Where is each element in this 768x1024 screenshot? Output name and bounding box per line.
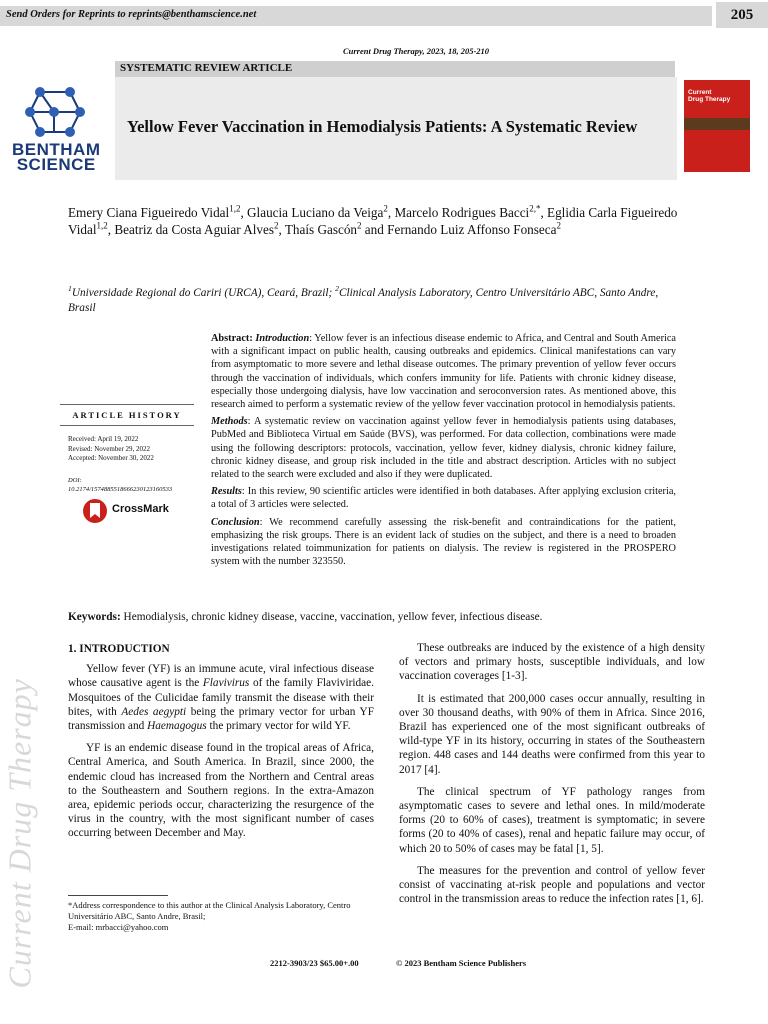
page-number: 205 [716,2,768,28]
publisher-logo-text: BENTHAM SCIENCE [12,140,101,174]
footnote: *Address correspondence to this author at the Clinical Analysis Laboratory, Centro Universitário ABC, Santo Andre, Brasil; E-mail: mrbacci@yahoo.com [68,900,351,932]
footnote-rule [68,895,168,896]
article-type-bar [115,61,675,77]
paragraph: YF is an endemic disease found in the tropical areas of Africa, Central America, and South America. In Brazil, since 2000, the endemic cloud has increased from the Northern and Central areas to the Southeastern and Southern regions. In the extra-Amazon area, epidemic periods occur, characterizing the resurgence of the virus in the country, with the most significant number of cases occurring between December and May. [68,742,374,840]
reprint-notice: Send Orders for Reprints to reprints@benthamscience.net [6,9,257,20]
body-column-left [68,642,374,849]
crossmark-icon [82,496,108,526]
doi[interactable]: DOI: 10.2174/1574885518666230123160533 [68,477,173,493]
paragraph: It is estimated that 200,000 cases occur annually, resulting in over 30 thousand deaths, with 90% of them in Africa. Since 2016, Brazil has experienced one of the most significant outbreaks of wild-type YF in its history, occurring in states of the Southeastern region. 448 cases and 144 deaths were confirmed from this year to 2017 [4]. [399,692,705,776]
cover-image [684,118,750,130]
journal-cover [684,80,750,172]
article-dates: Received: April 19, 2022 Revised: November 29, 2022 Accepted: November 30, 2022 [68,435,154,462]
section-heading: 1. INTRODUCTION [68,643,170,655]
paragraph: The clinical spectrum of YF pathology ranges from asymptomatic cases to severe and lethal ones. In mild/moderate forms (20 to 60% of cases), treatment is symptomatic; in severe forms (20 to 40% of cases), renal and hepatic failure may occur, of which 20 to 50% of cases may be fatal [1, 5]. [399,785,705,855]
issn: 2212-3903/23 $65.00+.00 [270,958,359,968]
article-title: Yellow Fever Vaccination in Hemodialysis Patients: A Systematic Review [127,117,638,136]
cover-title: Current Drug Therapy [688,89,731,103]
paragraph: Yellow fever (YF) is an immune acute, viral infectious disease whose causative agent is the Flavivirus of the family Flaviviridae. Mosquitoes of the Culicidae family transmit the disease with their bites, with Aedes aegypti being the primary vector for urban YF transmission and Haemagogus the primary vector for wild YF. [68,663,374,733]
paragraph: These outbreaks are induced by the existence of a high density of vectors and primary hosts, susceptible individuals, and low vaccination coverages [1-3]. [399,642,705,683]
crossmark-badge[interactable] [82,496,192,526]
article-type: SYSTEMATIC REVIEW ARTICLE [120,62,293,74]
copyright: © 2023 Bentham Science Publishers [396,958,527,968]
side-journal-watermark: Current Drug Therapy [1,678,38,989]
article-history-heading: ARTICLE HISTORY [60,404,194,426]
journal-citation: Current Drug Therapy, 2023, 18, 205-210 [342,46,490,56]
abstract: Abstract: Introduction: Yellow fever is an infectious disease endemic to Africa, and Central and South America with a significant impact on public health, causing outbreaks and epidemics. Clinical manifestations can vary from asymptomatic to more severe and lethal disease outcomes. The primary prevention of yellow fever occurs through the vaccination of individuals, which confers immunity for life. Patients with chronic kidney disease, especially those undergoing dialysis, have low vaccination and seroconversion rates. As mentioned above, this research aimed to perform a systematic review of the yellow fever vaccination protocol in hemodialysis patients. Methods: A systematic review on vaccination against yellow fever in hemodialysis patients using databases, PubMed and Biblioteca Virtual em Saúde (BVS), was performed. For data collection, combinations were made using the following descriptors: protocols, vaccination, yellow fever, kidney dialysis, chronic kidney failure, chronic kidney disease, and group risk included in the title and abstract description. Articles with no subject related to the search were excluded and also if they were duplicated. Results: In this review, 90 scientific articles were identified in both databases. After applying exclusion criteria, a total of 3 articles were selected. Conclusion: We recommend carefully assessing the risk-benefit and contraindications for the patient, emphasizing the risk groups. There is an evident lack of studies on the subject, and there is a need to broaden investigations related toimmunization for patients on dialysis. The review is registered in the PROSPERO system with the number 323550. [211,333,677,568]
title-box [115,77,677,180]
paragraph: The measures for the prevention and control of yellow fever consist of vaccinating at-risk people and populations and vector control in the transmission areas to reduce the infection rates [1, 6]. [399,864,705,906]
body-column-right [399,641,705,914]
reprint-banner [0,6,712,26]
crossmark-label: CrossMark [112,503,169,515]
affiliations: $^1$Universidade Regional do Cariri (URCA), Ceará, Brazil; $^2$Clinical Analysis Laboratory, Centro Universitário ABC, Santo Andre, Brasil [68,284,659,314]
author-list: Emery Ciana Figueiredo Vidal$^{1,2}$, Glaucia Luciano da Veiga$^2$, Marcelo Rodrigues Bacci$^{2,*}$, Eglidia Carla Figueiredo Vidal$^{1,2}$, Beatriz da Costa Aguiar Alves$^2$, Thaís Gascón$^2$ and Fernando Luiz Affonso Fonseca$^2$ [68,203,678,237]
keywords: Keywords: Hemodialysis, chronic kidney disease, vaccine, vaccination, yellow fever, infectious disease. [68,611,543,623]
